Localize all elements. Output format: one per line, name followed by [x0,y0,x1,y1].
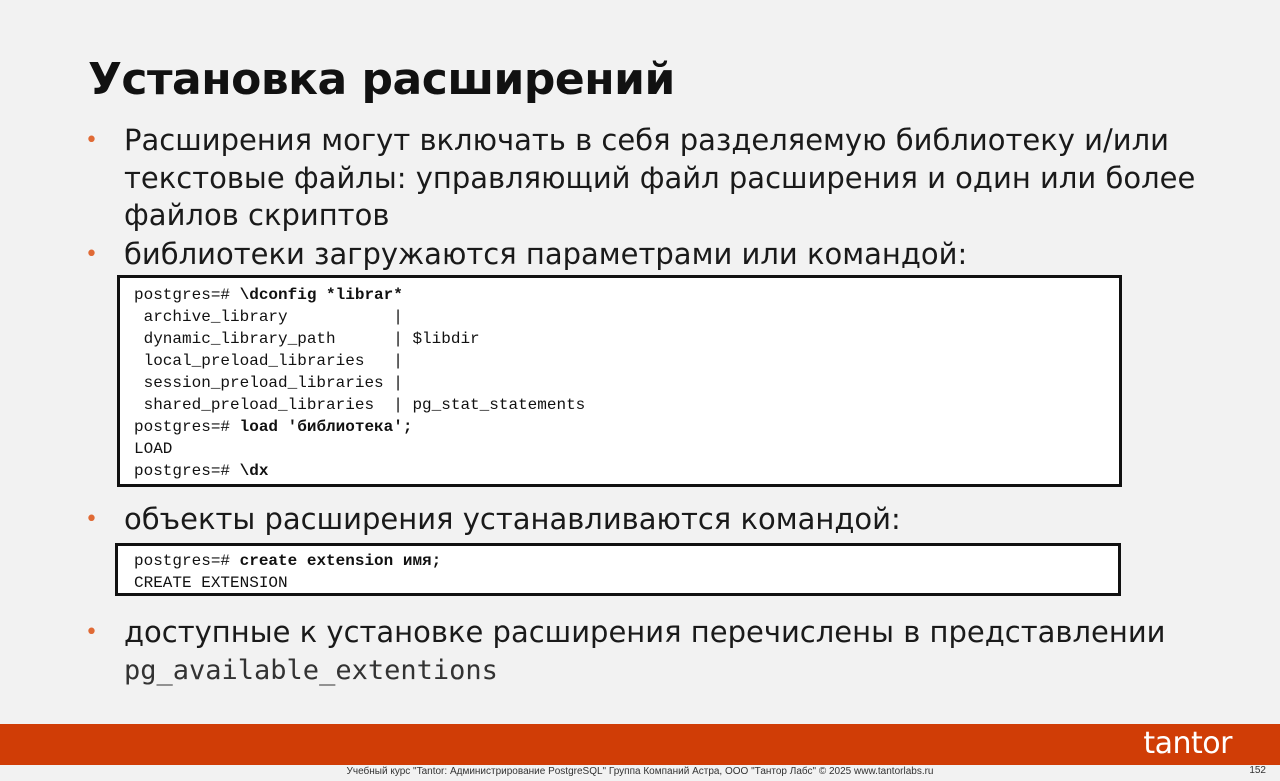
code-line [134,284,1105,306]
code-command: \dconfig *librar* [239,286,403,304]
code-prompt: postgres=# [134,286,240,304]
view-name: pg_available_extentions [124,654,498,686]
footer-bar [0,724,1280,765]
bullet-text: Расширения могут включать в себя разделяемую библиотеку и/или [124,123,1169,157]
code-block-create-extension [115,543,1121,596]
bullet-marker: • [85,242,98,267]
code-line: CREATE EXTENSION [134,574,288,592]
bullet-text: текстовые файлы: управляющий файл расширения и один или более [124,160,1196,195]
page-number: 152 [1249,765,1266,776]
code-command: \dx [239,462,269,480]
tantor-logo: tantor [1143,726,1232,761]
bullet-text: библиотеки загружаются параметрами или командой: [124,237,968,271]
bullet-marker: • [85,620,98,645]
code-command: create extension имя; [239,552,442,570]
code-line: shared_preload_libraries | pg_stat_statements [134,396,586,414]
footer-note: Учебный курс "Tantor: Администрирование PostgreSQL" Группа Компаний Астра, ООО "Тантор Лабс" © 2025 www.tantorlabs.ru [346,766,934,777]
code-line [134,460,1105,482]
code-line [134,416,1105,438]
code-line: dynamic_library_path | $libdir [134,330,480,348]
code-line: archive_library | [134,308,403,326]
code-block-libraries [117,275,1122,487]
code-line: session_preload_libraries | [134,374,403,392]
bullet-marker: • [85,507,98,532]
code-line: LOAD [134,440,173,458]
code-prompt: postgres=# [134,418,240,436]
code-command: load 'библиотека'; [239,418,413,436]
bullet-text: файлов скриптов [124,198,390,232]
code-line [134,550,1102,572]
slide-title: Установка расширений [88,54,675,105]
code-line: local_preload_libraries | [134,352,403,370]
bullet-text: доступные к установке расширения перечислены в представлении [124,615,1166,649]
code-prompt: postgres=# [134,462,240,480]
bullet-marker: • [85,128,98,153]
bullet-text: объекты расширения устанавливаются командой: [124,502,901,536]
code-prompt: postgres=# [134,552,240,570]
